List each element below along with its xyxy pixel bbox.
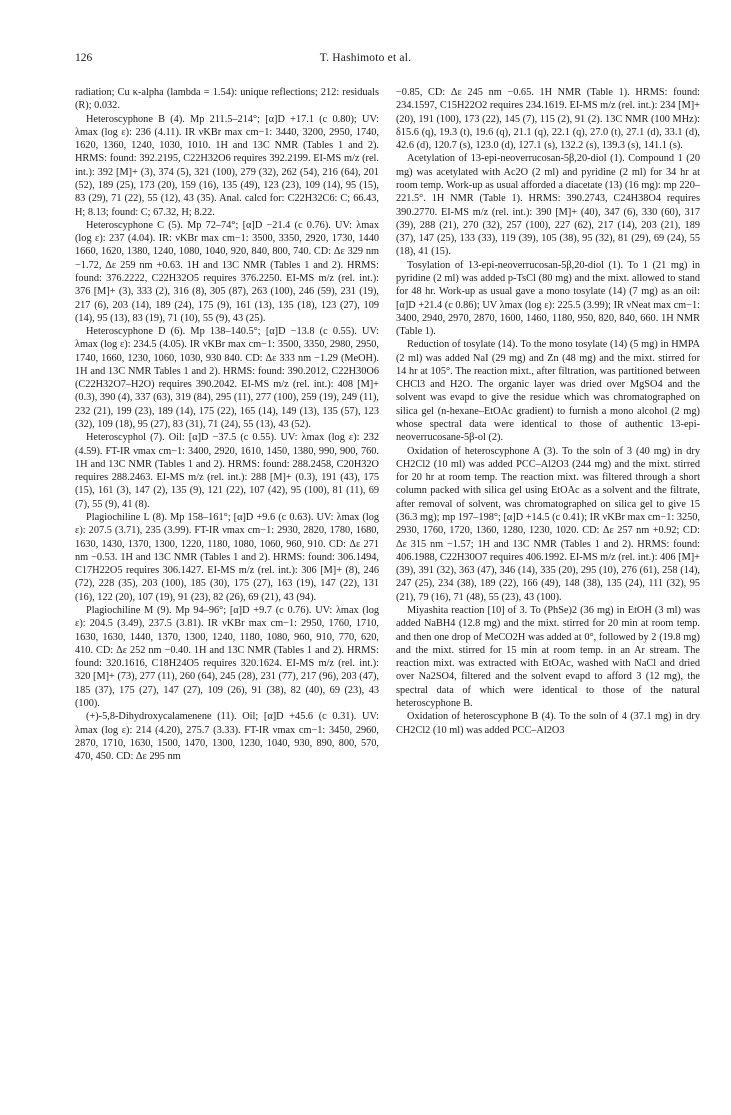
right-column <box>396 86 700 737</box>
running-head: T. Hashimoto et al. <box>319 52 412 64</box>
left-column <box>75 86 379 763</box>
paragraph: Oxidation of heteroscyphone A (3). To the soln of 3 (40 mg) in dry CH2Cl2 (10 ml) was added PCC–Al2O3 (244 mg) and the mixt. stirred for 20 hr at room temp. The reaction mixt. was filtered through a short column packed with silica gel using EtOAc as a solvent and the filtrate, after removal of solvent, was chromatographed on silica gel to give 15 (36.3 mg); mp 197–198°; [α]D +14.5 (c 0.41); IR νKBr max cm−1: 3250, 2930, 1760, 1720, 1360, 1280, 1230, 1020. CD: Δε 257 nm +0.92; CD: Δε 315 nm −1.57; 1H and 13C NMR (Tables 1 and 2). HRMS: found: 406.1988, C22H30O7 requires 406.1992. EI-MS m/z (rel. int.): 406 [M]+ (39), 391 (32), 363 (47), 346 (14), 335 (20), 295 (10), 276 (61), 258 (14), 247 (25), 234 (38), 189 (22), 166 (49), 148 (38), 135 (24), 111 (32), 95 (21), 79 (16), 71 (48), 55 (23), 43 (100). <box>396 445 700 603</box>
paragraph: Plagiochiline L (8). Mp 158–161°; [α]D +9.6 (c 0.63). UV: λmax (log ε): 207.5 (3.71), 235 (3.99). FT-IR νmax cm−1: 2930, 2820, 1780, 1680, 1630, 1430, 1370, 1300, 1220, 1180, 1080, 1060, 960, 910. CD: Δε 271 nm −0.53. 1H and 13C NMR (Tables 1 and 2). HRMS: found: 306.1494, C17H22O5 requires 306.1427. EI-MS m/z (rel. int.): 306 [M]+ (8), 246 (72), 228 (35), 203 (100), 185 (30), 175 (27), 163 (19), 147 (22), 131 (16), 122 (20), 107 (19), 91 (23), 82 (26), 69 (21), 43 (94). <box>75 512 379 603</box>
paragraph: Heteroscyphol (7). Oil: [α]D −37.5 (c 0.55). UV: λmax (log ε): 232 (4.59). FT-IR νmax cm−1: 3400, 2920, 1610, 1450, 1380, 990, 900, 760. 1H and 13C NMR (Tables 1 and 2). HRMS: found: 288.2458, C20H32O requires 288.2463. EI-MS m/z (rel. int.): 288 [M]+ (0.3), 191 (43), 175 (15), 161 (3), 147 (2), 135 (9), 121 (22), 107 (42), 95 (100), 81 (11), 69 (7), 55 (9), 41 (8). <box>75 432 379 510</box>
paragraph: Heteroscyphone B (4). Mp 211.5–214°; [α]D +17.1 (c 0.80); UV: λmax (log ε): 236 (4.11). IR νKBr max cm−1: 3440, 3200, 2950, 1740, 1620, 1360, 1240, 1030, 1010. 1H and 13C NMR (Tables 1 and 2). HRMS: found: 392.2195, C22H32O6 requires 392.2199. EI-MS m/z (rel. int.): 392 [M]+ (3), 374 (5), 321 (100), 279 (32), 262 (54), 216 (64), 201 (52), 189 (25), 173 (20), 159 (16), 135 (49), 123 (23), 109 (14), 95 (15), 83 (29), 71 (22), 55 (12), 43 (35). Anal. calcd for: C22H32C6: C; 66.43, H; 8.13; found: C; 67.32, H; 8.22. <box>75 113 379 218</box>
paragraph: Oxidation of heteroscyphone B (4). To the soln of 4 (37.1 mg) in dry CH2Cl2 (10 ml) was added PCC–Al2O3 <box>396 711 700 736</box>
page-number: 126 <box>75 52 93 64</box>
paragraph: Miyashita reaction [10] of 3. To (PhSe)2 (36 mg) in EtOH (3 ml) was added NaBH4 (12.8 mg) and the mixt. stirred for 20 min at room temp. and then one drop of MeCO2H was added at 0°, followed by 2 (19.8 mg) and the mixt. stirred for 15 min at room temp. in an Ar stream. The reaction mixt. was extracted with EtOAc, washed with NaCl and dried over Na2SO4, filtered and the solvent evapd to afford 3 (12 mg), the spectral data of which were identical to those of the natural heteroscyphone B. <box>396 604 700 709</box>
paragraph: Tosylation of 13-epi-neoverrucosan-5β,20-diol (1). To 1 (21 mg) in pyridine (2 ml) was added p-TsCl (80 mg) and the mixt. allowed to stand for 48 hr. Work-up as usual gave a mono tosylate (14) (7 mg) as an oil: [α]D +21.4 (c 0.86); UV λmax (log ε): 225.5 (3.99); IR νNeat max cm−1: 3400, 2940, 2970, 2870, 1600, 1460, 1180, 950, 820, 840, 660. 1H NMR (Table 1). <box>396 259 700 338</box>
paragraph: Plagiochiline M (9). Mp 94–96°; [α]D +9.7 (c 0.76). UV: λmax (log ε): 204.5 (3.49), 237.5 (3.81). IR νKBr max cm−1: 2950, 1760, 1710, 1630, 1630, 1440, 1370, 1300, 1240, 1180, 1080, 960, 910, 770, 620, 410. CD: Δε 252 nm −0.40. 1H and 13C NMR (Tables 1 and 2). HRMS: found: 320.1616, C18H24O5 requires 320.1624. EI-MS m/z (rel. int.): 320 [M]+ (73), 277 (11), 260 (64), 245 (28), 231 (77), 217 (96), 203 (47), 185 (37), 175 (27), 147 (27), 109 (26), 91 (38), 82 (40), 69 (23), 43 (100). <box>75 604 379 709</box>
paragraph: (+)-5,8-Dihydroxycalamenene (11). Oil; [α]D +45.6 (c 0.31). UV: λmax (log ε): 214 (4.20), 275.7 (3.33). FT-IR νmax cm−1: 3450, 2960, 2870, 1710, 1630, 1500, 1470, 1300, 1230, 1040, 930, 890, 800, 570, 470, 450. CD: Δε 295 nm <box>75 711 379 763</box>
paragraph: Heteroscyphone D (6). Mp 138–140.5°; [α]D −13.8 (c 0.55). UV: λmax (log ε): 234.5 (4.05). IR νKBr max cm−1: 3500, 3350, 2980, 2950, 1740, 1660, 1230, 1060, 1030, 930 840. CD: Δε 333 nm −1.29 (MeOH). 1H and 13C NMR Tables 1 and 2). HRMS: found: 390.2012, C22H30O6 (C22H32O7–H2O) requires 390.2042. EI-MS m/z (rel. int.): 408 [M]+ (0.3), 390 (4), 337 (63), 319 (84), 295 (11), 277 (100), 259 (19), 249 (11), 232 (21), 199 (23), 189 (14), 175 (22), 165 (14), 149 (13), 135 (57), 123 (32), 109 (18), 95 (27), 83 (31), 71 (24), 55 (13), 43 (52). <box>75 326 379 431</box>
paragraph: Heteroscyphone C (5). Mp 72–74°; [α]D −21.4 (c 0.76). UV: λmax (log ε): 237 (4.04). IR: νKBr max cm−1: 3500, 3350, 2920, 1730, 1440 1660, 1620, 1380, 1240, 1080, 1040, 920, 840, 800, 740. CD: Δε 329 nm −1.72, Δε 259 nm +0.63. 1H and 13C NMR (Tables 1 and 2). HRMS: found: 376.2222, C22H32O5 requires 376.2250. EI-MS m/z (rel. int.): 376 [M]+ (3), 333 (2), 316 (8), 305 (87), 263 (100), 246 (59), 231 (19), 217 (6), 203 (14), 189 (24), 175 (9), 161 (13), 135 (18), 123 (27), 109 (14), 95 (13), 83 (19), 71 (10), 55 (9), 43 (25). <box>75 219 379 324</box>
paragraph: radiation; Cu κ-alpha (lambda = 1.54): unique reflections; 212: residuals (R); 0.032. <box>75 87 379 112</box>
paragraph: Reduction of tosylate (14). To the mono tosylate (14) (5 mg) in HMPA (2 ml) was added NaI (29 mg) and Zn (48 mg) and the mixt. stirred for 14 hr at 105°. The reaction mixt., after filtration, was partitioned between CHCl3 and H2O. The organic layer was dried over MgSO4 and the solvent was evapd to give the residue which was chromatographed on silica gel (n-hexane–EtOAc gradient) to furnish a mono alcohol (2 mg) whose spectral data were identical to those of authentic 13-epi-neoverrucosane-5β-ol (2). <box>396 339 700 444</box>
paragraph: −0.85, CD: Δε 245 nm −0.65. 1H NMR (Table 1). HRMS: found: 234.1597, C15H22O2 requires 234.1619. EI-MS m/z (rel. int.): 234 [M]+ (20), 191 (100), 173 (22), 145 (7), 115 (2), 91 (2). 13C NMR (100 MHz): δ15.6 (q), 19.3 (t), 19.6 (q), 21.1 (q), 22.1 (q), 27.0 (t), 27.1 (d), 33.1 (d), 42.6 (d), 120.7 (s), 123.0 (d), 127.1 (s), 132.2 (s), 139.3 (s), 141.1 (s). <box>396 87 700 152</box>
paragraph: Acetylation of 13-epi-neoverrucosan-5β,20-diol (1). Compound 1 (20 mg) was acetylated with Ac2O (2 ml) and pyridine (2 ml) for 34 hr at room temp. Work-up as usual afforded a diacetate (13) (16 mg): mp 220–221.5°. 1H NMR (Table 1). HRMS: 390.2743, C24H38O4 requires 390.2770. EI-MS m/z (rel. int.): 390 [M]+ (40), 347 (6), 330 (60), 317 (39), 288 (21), 270 (32), 257 (100), 227 (62), 217 (14), 203 (21), 189 (37), 147 (25), 133 (33), 119 (39), 105 (38), 95 (32), 81 (29), 69 (24), 55 (18), 41 (15). <box>396 153 700 258</box>
